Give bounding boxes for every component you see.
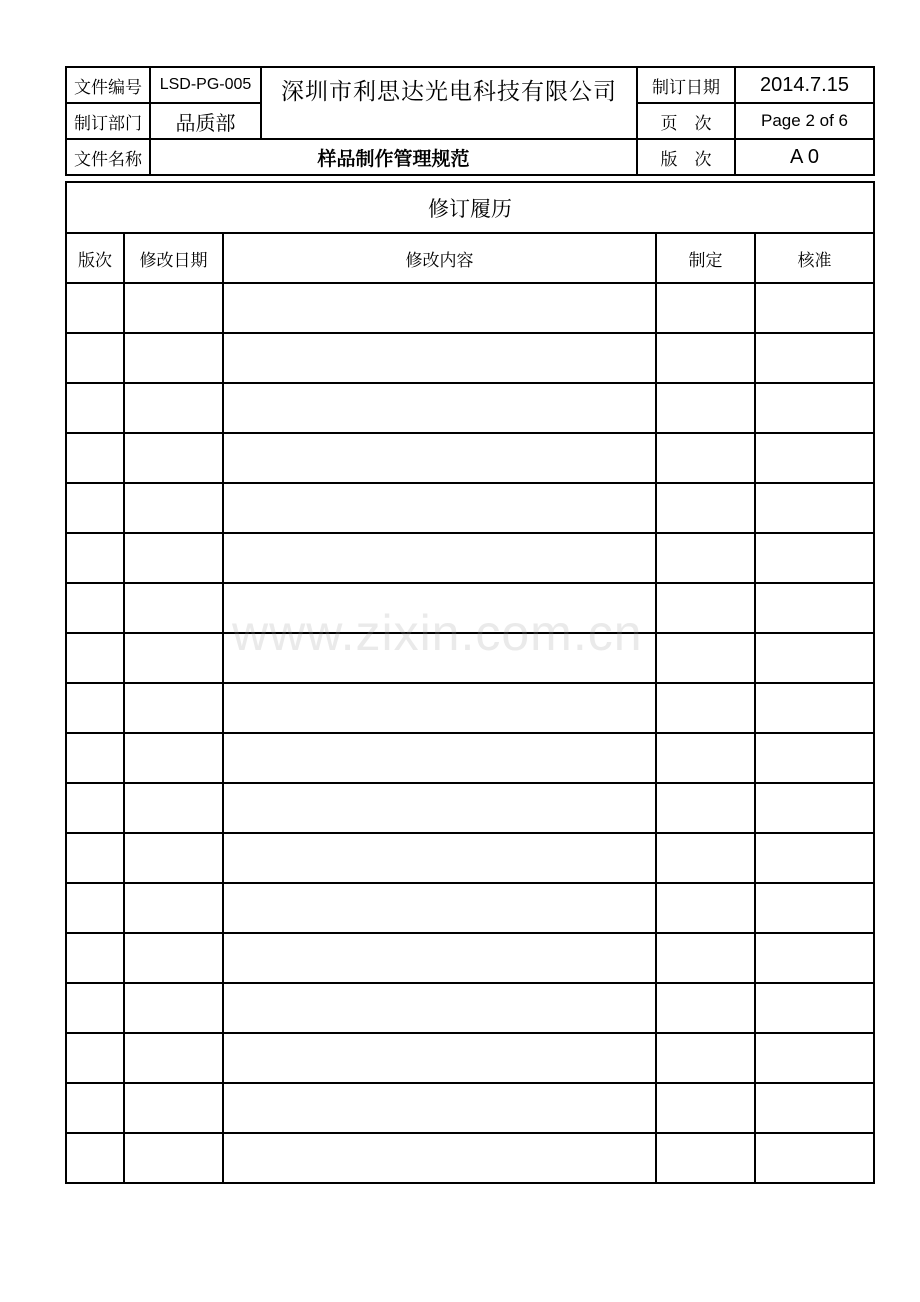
cell-date <box>124 283 223 333</box>
cell-approver <box>755 833 874 883</box>
doc-number-label: 文件编号 <box>66 67 150 103</box>
cell-date <box>124 683 223 733</box>
cell-version <box>66 783 124 833</box>
cell-date <box>124 783 223 833</box>
version-value: A 0 <box>735 139 874 175</box>
table-row <box>66 1033 874 1083</box>
department-label: 制订部门 <box>66 103 150 139</box>
cell-version <box>66 733 124 783</box>
page-label: 页 次 <box>637 103 735 139</box>
column-header-date: 修改日期 <box>124 233 223 283</box>
column-header-version: 版次 <box>66 233 124 283</box>
cell-approver <box>755 933 874 983</box>
cell-version <box>66 533 124 583</box>
cell-content <box>223 1033 656 1083</box>
cell-author <box>656 833 755 883</box>
table-row <box>66 533 874 583</box>
cell-author <box>656 333 755 383</box>
cell-approver <box>755 783 874 833</box>
cell-content <box>223 833 656 883</box>
cell-date <box>124 1033 223 1083</box>
cell-content <box>223 483 656 533</box>
cell-approver <box>755 683 874 733</box>
cell-approver <box>755 483 874 533</box>
cell-date <box>124 333 223 383</box>
cell-content <box>223 983 656 1033</box>
table-row <box>66 1133 874 1183</box>
table-row <box>66 933 874 983</box>
cell-content <box>223 583 656 633</box>
doc-number-value: LSD-PG-005 <box>150 67 261 103</box>
table-row <box>66 983 874 1033</box>
column-header-author: 制定 <box>656 233 755 283</box>
cell-content <box>223 933 656 983</box>
cell-version <box>66 383 124 433</box>
cell-content <box>223 433 656 483</box>
cell-approver <box>755 533 874 583</box>
cell-content <box>223 1083 656 1133</box>
cell-content <box>223 333 656 383</box>
cell-version <box>66 633 124 683</box>
cell-approver <box>755 633 874 683</box>
cell-author <box>656 583 755 633</box>
cell-approver <box>755 383 874 433</box>
table-row <box>66 283 874 333</box>
cell-approver <box>755 583 874 633</box>
cell-content <box>223 1133 656 1183</box>
cell-approver <box>755 433 874 483</box>
cell-author <box>656 533 755 583</box>
cell-content <box>223 533 656 583</box>
company-name: 深圳市利思达光电科技有限公司 <box>261 67 637 139</box>
cell-approver <box>755 983 874 1033</box>
issue-date-label: 制订日期 <box>637 67 735 103</box>
cell-content <box>223 283 656 333</box>
cell-version <box>66 1033 124 1083</box>
document-header-table <box>65 66 875 176</box>
cell-author <box>656 383 755 433</box>
cell-author <box>656 1033 755 1083</box>
table-row <box>66 433 874 483</box>
cell-content <box>223 883 656 933</box>
cell-date <box>124 583 223 633</box>
column-header-approver: 核准 <box>755 233 874 283</box>
table-row <box>66 483 874 533</box>
revision-header-row <box>66 233 874 283</box>
cell-date <box>124 733 223 783</box>
cell-version <box>66 1083 124 1133</box>
cell-author <box>656 283 755 333</box>
cell-date <box>124 433 223 483</box>
cell-author <box>656 733 755 783</box>
document-name-value: 样品制作管理规范 <box>150 139 637 175</box>
table-row <box>66 633 874 683</box>
document-name-label: 文件名称 <box>66 139 150 175</box>
column-header-content: 修改内容 <box>223 233 656 283</box>
table-row <box>66 733 874 783</box>
cell-approver <box>755 1033 874 1083</box>
cell-version <box>66 333 124 383</box>
cell-content <box>223 633 656 683</box>
cell-approver <box>755 333 874 383</box>
page-value: Page 2 of 6 <box>735 103 874 139</box>
cell-approver <box>755 1133 874 1183</box>
cell-content <box>223 683 656 733</box>
cell-version <box>66 283 124 333</box>
cell-author <box>656 433 755 483</box>
issue-date-value: 2014.7.15 <box>735 67 874 103</box>
cell-version <box>66 683 124 733</box>
cell-author <box>656 983 755 1033</box>
cell-version <box>66 883 124 933</box>
table-row <box>66 333 874 383</box>
cell-content <box>223 733 656 783</box>
cell-author <box>656 683 755 733</box>
cell-date <box>124 883 223 933</box>
cell-author <box>656 933 755 983</box>
cell-author <box>656 1133 755 1183</box>
cell-content <box>223 383 656 433</box>
cell-date <box>124 533 223 583</box>
table-row <box>66 833 874 883</box>
cell-version <box>66 933 124 983</box>
table-row <box>66 783 874 833</box>
table-row <box>66 1083 874 1133</box>
cell-date <box>124 633 223 683</box>
table-row <box>66 383 874 433</box>
cell-version <box>66 433 124 483</box>
cell-approver <box>755 1083 874 1133</box>
cell-version <box>66 483 124 533</box>
cell-version <box>66 833 124 883</box>
department-value: 品质部 <box>150 103 261 139</box>
cell-version <box>66 983 124 1033</box>
cell-author <box>656 633 755 683</box>
cell-approver <box>755 883 874 933</box>
cell-author <box>656 483 755 533</box>
revision-history-title: 修订履历 <box>66 182 874 233</box>
cell-date <box>124 483 223 533</box>
cell-approver <box>755 283 874 333</box>
cell-date <box>124 1083 223 1133</box>
table-row <box>66 683 874 733</box>
cell-date <box>124 983 223 1033</box>
cell-date <box>124 383 223 433</box>
cell-date <box>124 833 223 883</box>
version-label: 版 次 <box>637 139 735 175</box>
cell-version <box>66 1133 124 1183</box>
cell-author <box>656 1083 755 1133</box>
table-row <box>66 883 874 933</box>
cell-date <box>124 1133 223 1183</box>
cell-version <box>66 583 124 633</box>
cell-author <box>656 883 755 933</box>
revision-history-table <box>65 181 875 1184</box>
cell-approver <box>755 733 874 783</box>
cell-date <box>124 933 223 983</box>
cell-author <box>656 783 755 833</box>
watermark: www.zixin.com.cn <box>232 605 643 661</box>
table-row <box>66 583 874 633</box>
cell-content <box>223 783 656 833</box>
